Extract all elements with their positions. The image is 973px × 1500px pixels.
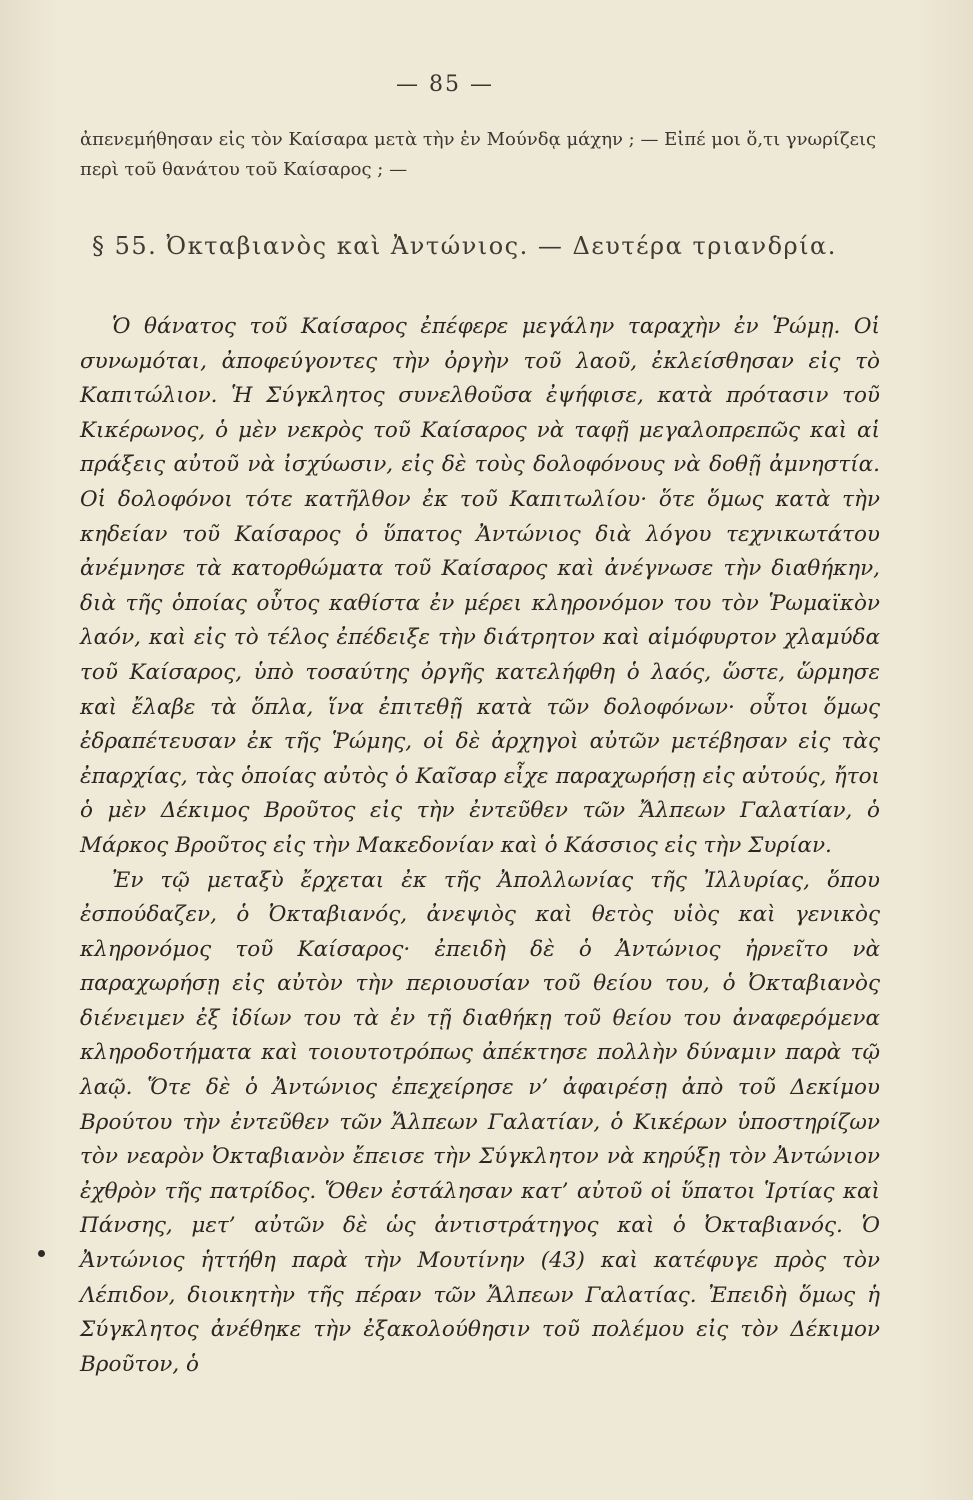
page-number: — 85 —	[396, 72, 494, 97]
section-heading: § 55. Ὀκταβιανὸς καὶ Ἀντώνιος. — Δευτέρα τριανδρία.	[92, 232, 837, 260]
margin-mark	[38, 1250, 45, 1257]
paragraph-1: Ὁ θάνατος τοῦ Καίσαρος ἐπέφερε μεγάλην ταραχὴν ἐν Ῥώμῃ. Οἱ συνωμόται, ἀποφεύγοντες τὴν ὀργὴν τοῦ λαοῦ, ἐκλείσθησαν εἰς τὸ Καπιτώλιον. Ἡ Σύγκλητος συνελθοῦσα ἐψήφισε, κατὰ πρότασιν τοῦ Κικέρωνος, ὁ μὲν νεκρὸς τοῦ Καίσαρος νὰ ταφῇ μεγαλοπρεπῶς καὶ αἱ πράξεις αὐτοῦ νὰ ἰσχύωσιν, εἰς δὲ τοὺς δολοφόνους νὰ δοθῇ ἀμνηστία. Οἱ δολοφόνοι τότε κατῆλθον ἐκ τοῦ Καπιτωλίου· ὅτε ὅμως κατὰ τὴν κηδείαν τοῦ Καίσαρος ὁ ὕπατος Ἀντώνιος διὰ λόγου τεχνικωτάτου ἀνέμνησε τὰ κατορθώματα τοῦ Καίσαρος καὶ ἀνέγνωσε τὴν διαθήκην, διὰ τῆς ὁποίας οὗτος καθίστα ἐν μέρει κληρονόμον του τὸν Ῥωμαϊκὸν λαόν, καὶ εἰς τὸ τέλος ἐπέδειξε τὴν διάτρητον καὶ αἱμόφυρτον χλαμύδα τοῦ Καίσαρος, ὑπὸ τοσαύτης ὀργῆς κατελήφθη ὁ λαός, ὥστε, ὥρμησε καὶ ἔλαβε τὰ ὅπλα, ἵνα ἐπιτεθῇ κατὰ τῶν δολοφόνων· οὗτοι ὅμως ἐδραπέτευσαν ἐκ τῆς Ῥώμης, οἱ δὲ ἀρχηγοὶ αὐτῶν μετέβησαν εἰς τὰς ἐπαρχίας, τὰς ὁποίας αὐτὸς ὁ Καῖσαρ εἶχε παραχωρήσῃ εἰς αὐτούς, ἤτοι ὁ μὲν Δέκιμος Βροῦτος εἰς τὴν ἐντεῦθεν τῶν Ἄλπεων Γαλατίαν, ὁ Μάρκος Βροῦτος εἰς τὴν Μακεδονίαν καὶ ὁ Κάσσιος εἰς τὴν Συρίαν.	[80, 314, 880, 858]
paragraph-2: Ἐν τῷ μεταξὺ ἔρχεται ἐκ τῆς Ἀπολλωνίας τῆς Ἰλλυρίας, ὅπου ἐσπούδαζεν, ὁ Ὀκταβιανός, ἀνεψιὸς καὶ θετὸς υἱὸς καὶ γενικὸς κληρονόμος τοῦ Καίσαρος· ἐπειδὴ δὲ ὁ Ἀντώνιος ἠρνεῖτο νὰ παραχωρήσῃ εἰς αὐτὸν τὴν περιουσίαν τοῦ θείου του, ὁ Ὀκταβιανὸς διένειμεν ἐξ ἰδίων του τὰ ἐν τῇ διαθήκῃ τοῦ θείου του ἀναφερόμενα κληροδοτήματα καὶ τοιουτοτρόπως ἀπέκτησε πολλὴν δύναμιν παρὰ τῷ λαῷ. Ὅτε δὲ ὁ Ἀντώνιος ἐπεχείρησε ν’ ἀφαιρέσῃ ἀπὸ τοῦ Δεκίμου Βρούτου τὴν ἐντεῦθεν τῶν Ἄλπεων Γαλατίαν, ὁ Κικέρων ὑποστηρίζων τὸν νεαρὸν Ὀκταβιανὸν ἔπεισε τὴν Σύγκλητον νὰ κηρύξῃ τὸν Ἀντώνιον ἐχθρὸν τῆς πατρίδος. Ὅθεν ἐστάλησαν κατ’ αὐτοῦ οἱ ὕπατοι Ἱρτίας καὶ Πάνσης, μετ’ αὐτῶν δὲ ὡς ἀντιστράτηγος καὶ ὁ Ὀκταβιανός. Ὁ Ἀντώνιος ἡττήθη παρὰ τὴν Μουτίνην (43) καὶ κατέφυγε πρὸς τὸν Λέπιδον, διοικητὴν τῆς πέραν τῶν Ἄλπεων Γαλατίας. Ἐπειδὴ ὅμως ἡ Σύγκλητος ἀνέθηκε τὴν ἐξακολούθησιν τοῦ πολέμου εἰς τὸν Δέκιμον Βροῦτον, ὁ	[80, 867, 880, 1377]
body-text	[80, 310, 880, 1382]
intro-paragraph: ἀπενεμήθησαν εἰς τὸν Καίσαρα μετὰ τὴν ἐν Μούνδᾳ μάχην ; — Εἰπέ μοι ὅ,τι γνωρίζεις περὶ τοῦ θανάτου τοῦ Καίσαρος ; —	[80, 129, 877, 180]
intro-text-block	[80, 125, 880, 185]
